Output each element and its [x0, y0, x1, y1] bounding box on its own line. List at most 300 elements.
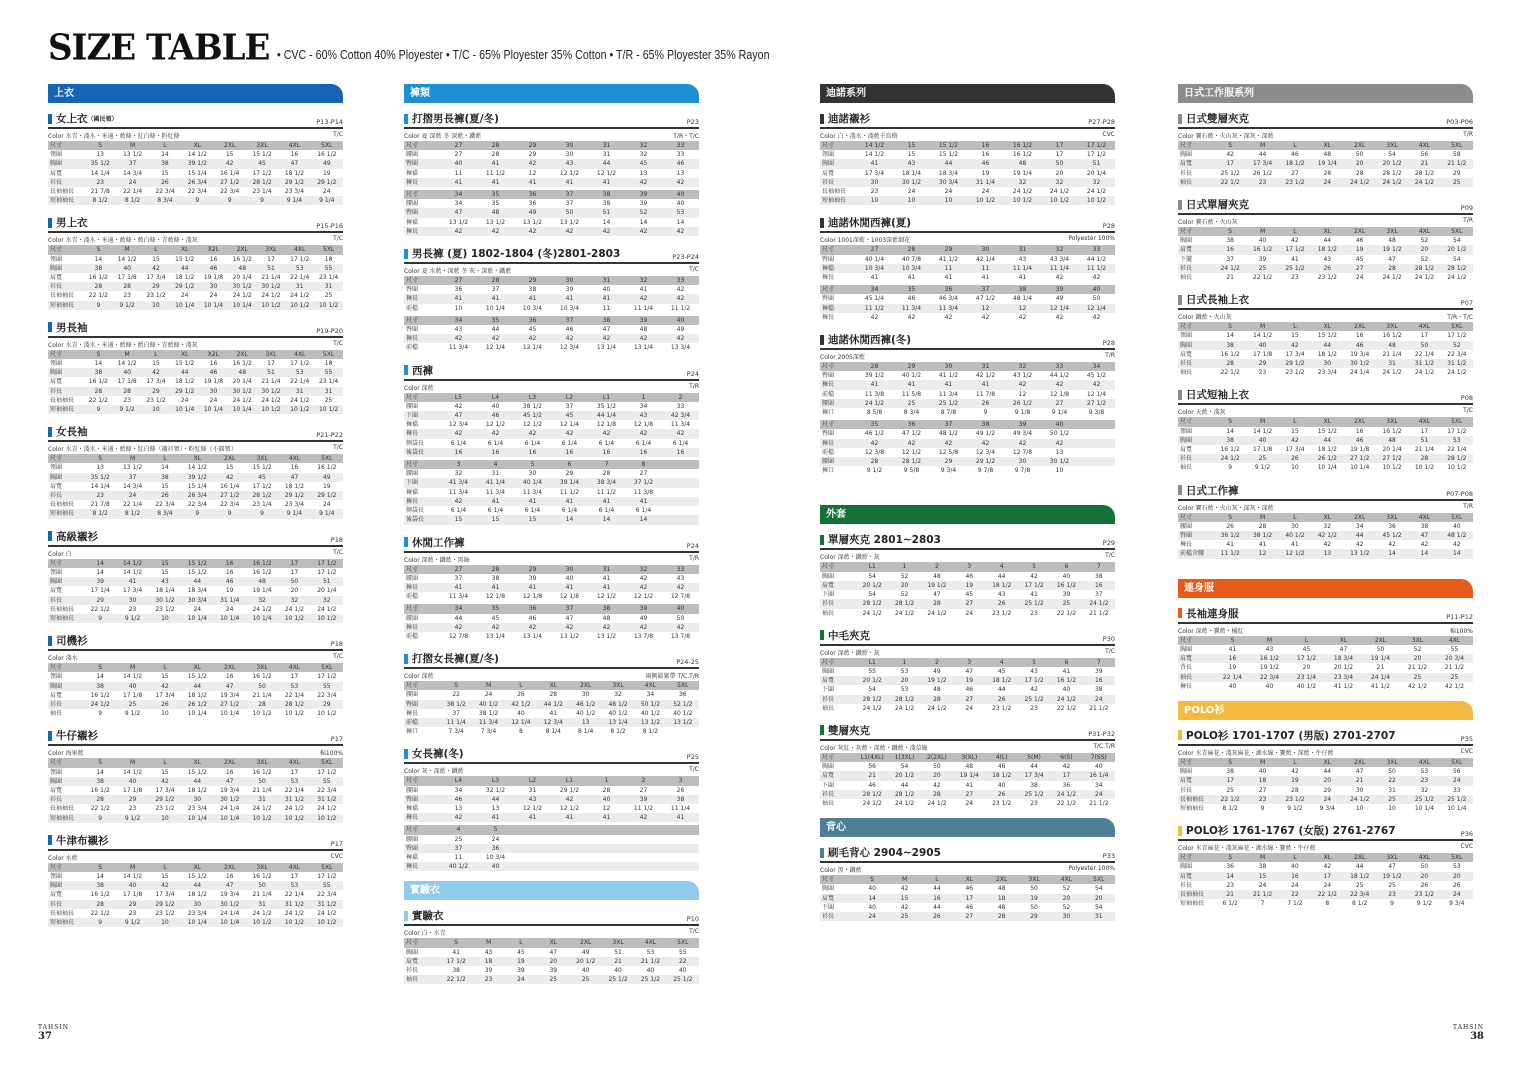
cell-value: 20 [888, 581, 920, 590]
cell-value: 47 [440, 411, 477, 420]
color-row [48, 851, 343, 863]
cell-value: 37 [491, 286, 500, 294]
cell-value: 4XL [1436, 636, 1473, 645]
cell-value: 34 [1355, 522, 1364, 530]
size-table [48, 350, 343, 414]
cell-value: 9 3/4 [1319, 804, 1335, 812]
cell-value: 24 [1441, 776, 1473, 785]
cell-value: 28 [549, 691, 558, 699]
measurement-row [1178, 463, 1473, 472]
cell-value: 21 1/2 [1089, 609, 1109, 617]
cell-value: 17 3/4 [1285, 350, 1305, 358]
cell-value: 41 [588, 294, 625, 303]
cell-value: 38 1/2 [440, 700, 472, 709]
cell-value: 42 [477, 227, 514, 236]
cell-value: 37 [454, 574, 463, 582]
cell-value: 23 [1291, 274, 1299, 282]
cell-value: 28 [1408, 454, 1440, 463]
section-title-text: 中毛夾克 [828, 629, 870, 642]
cell-value: 16 [214, 559, 246, 568]
cell-value: 25 1/2 [602, 975, 634, 984]
cell-value: 5(M) [1018, 753, 1050, 762]
cell-value: 16 1/2 [90, 891, 110, 899]
cell-value: 10 1/2 [1414, 464, 1435, 472]
measurement-row [820, 762, 1115, 771]
cell-value: 22 1/2 [90, 909, 110, 917]
cell-value: 25 [570, 975, 602, 984]
cell-value: 49 3/4 [1012, 430, 1033, 438]
cell-value: 27 [953, 695, 985, 704]
cell-value: 30 [181, 795, 213, 804]
measurement-row [820, 457, 1115, 466]
cell-value: 28 [1291, 786, 1299, 794]
cell-value: 27 [1344, 264, 1376, 273]
cell-value: 16 [225, 872, 234, 880]
cell-value: 38 [1214, 341, 1246, 350]
cell-value: 13 [639, 169, 648, 177]
size-section [404, 535, 699, 642]
cell-value: 30 [581, 691, 590, 699]
cell-value: 25 [454, 835, 463, 843]
measurement-row [48, 463, 343, 472]
section-title-text: 打摺女長褲(夏/冬) [412, 653, 499, 666]
size-section [820, 332, 1115, 475]
cell-value: 7 3/4 [448, 728, 464, 736]
cell-value: 52 [900, 591, 909, 599]
size-header-row [48, 350, 343, 359]
cell-value: 23 [128, 909, 137, 917]
section-title [404, 363, 433, 378]
row-label: 胸圍 [1178, 341, 1214, 350]
cell-value: 14 [625, 515, 662, 524]
cell-value: 39 [625, 190, 662, 199]
cell-value: 37 [551, 316, 588, 325]
cell-value: 10 1/4 [246, 614, 278, 623]
cell-value: 25 [893, 399, 930, 408]
cell-value: 11 1/2 [670, 304, 691, 312]
cell-value: 10 [856, 196, 893, 205]
cell-value: 12 1/8 [522, 593, 543, 601]
cell-value: 19 [953, 581, 985, 590]
page-reference: P19-P20 [316, 326, 343, 335]
cell-value: 41 [514, 497, 551, 506]
cell-value: 55 [314, 368, 343, 377]
cell-value: 11 1/4 [670, 804, 691, 812]
measurement-row [820, 676, 1115, 685]
measurement-row [48, 672, 343, 681]
cell-value: 54 [868, 686, 876, 694]
cell-value: 30 [930, 362, 967, 371]
cell-value: 2XL [1344, 141, 1376, 150]
cell-value: 19 3/4 [1350, 350, 1370, 358]
size-table [404, 276, 699, 313]
cell-value: 42 3/4 [662, 411, 699, 420]
cell-value: 18 1/2 [187, 891, 207, 899]
cell-value: 10 1/4 [1447, 804, 1467, 812]
cell-value: 13 1/2 [1344, 549, 1376, 558]
cell-value: 26 [986, 790, 1018, 799]
cell-value: 23 [870, 188, 879, 196]
cell-value: 20 1/4 [317, 587, 337, 595]
cell-value: 42 [625, 227, 662, 236]
row-label: 尺寸 [404, 276, 440, 285]
cell-value: 45 1/2 [514, 411, 551, 420]
cell-value: 26 [149, 491, 181, 500]
color-options: Color 天藍・淺灰 [1178, 409, 1226, 417]
section-title [820, 723, 870, 738]
cell-value: 10 3/4 [893, 264, 930, 273]
cell-value: 14 1/4 [90, 169, 110, 177]
size-table [820, 562, 1115, 617]
size-header-row [1178, 141, 1473, 150]
cell-value: 36 [514, 604, 551, 613]
cell-value: 47 [549, 948, 558, 956]
cell-value: 35 [856, 420, 893, 429]
cell-value: 15 1/4 [187, 169, 207, 177]
row-label: 尺寸 [48, 141, 84, 150]
cell-value: 2XL [214, 454, 246, 463]
cell-value: 29 [514, 276, 551, 285]
cell-value: 10 [161, 710, 169, 718]
cell-value: 39 [549, 966, 558, 974]
cell-value: 48 [228, 264, 257, 273]
row-label: 褲襠 [406, 853, 419, 861]
cell-value: 20 [1441, 872, 1473, 881]
row-label: 長袖袖長 [50, 188, 75, 196]
cell-value: 25 [1441, 178, 1473, 187]
cell-value: 22 1/2 [88, 292, 108, 300]
cell-value: 25 1/2 [1441, 795, 1473, 804]
cell-value: 29 1/2 [170, 387, 199, 396]
cell-value: 25 [1246, 264, 1278, 273]
cell-value: 28 [113, 282, 142, 291]
row-label: 短袖袖長 [48, 405, 84, 414]
cell-value: 3XL [246, 141, 278, 150]
cell-value: XL [1325, 636, 1362, 645]
cell-value: 13 1/2 [122, 151, 143, 159]
measurement-row [404, 574, 699, 583]
cell-value: 14 1/2 [122, 872, 143, 880]
cell-value: 16 [1279, 872, 1311, 881]
cell-value: 37 [930, 420, 967, 429]
cell-value: 49 [581, 948, 590, 956]
cell-value: 31 [246, 900, 278, 909]
cell-value [625, 825, 662, 834]
size-table [48, 663, 343, 718]
cell-value: 44 [181, 777, 213, 786]
cell-value: 21 1/2 [1246, 890, 1278, 899]
cell-value: 44 1/2 [1086, 255, 1107, 263]
cell-value: 17 1/2 [252, 482, 272, 490]
section-title [48, 633, 88, 648]
cell-value: 14 [1376, 549, 1408, 558]
measurement-row [820, 466, 1115, 475]
cell-value: 36 1/2 [1214, 531, 1246, 540]
cell-value: 42 [1291, 237, 1299, 245]
measurement-row [404, 448, 699, 457]
cell-value: 22 1/2 [1056, 704, 1077, 712]
cell-value: 3XL [1376, 322, 1408, 331]
cell-value: 16 1/2 [1220, 446, 1240, 454]
cell-value: 6 1/2 [1222, 900, 1238, 908]
cell-value [662, 862, 699, 871]
cell-value: 42 1/2 [1407, 682, 1428, 690]
measurement-row [820, 150, 1115, 159]
cell-value: 15 [161, 482, 169, 490]
cell-value: 9 1/2 [866, 467, 883, 475]
row-label: 前檔 [406, 593, 419, 601]
cell-value: 56 [1452, 768, 1461, 776]
measurement-row [404, 411, 699, 420]
cell-value: 17 1/2 [290, 360, 310, 368]
cell-value: 42 [1078, 380, 1115, 389]
cell-value: 42 [149, 682, 181, 691]
cell-value: 9 [1260, 804, 1265, 812]
row-label: 胸圍 [822, 667, 835, 675]
row-label: 肩寬 [1180, 446, 1193, 454]
cell-value: 24 1/2 [1012, 188, 1033, 196]
row-label: 衫長 [820, 695, 856, 704]
cell-value: 14 1/2 [856, 141, 893, 150]
cell-value: 12 [528, 169, 537, 177]
cell-value: 42 [477, 429, 514, 438]
cell-value: X2L [199, 350, 228, 359]
cell-value: 42 [149, 777, 181, 786]
section-title-text: 男長袖 [56, 321, 88, 334]
measurement-row [820, 799, 1115, 808]
cell-value: 12 1/4 [1041, 304, 1078, 313]
cell-value: 39 1/2 [864, 372, 885, 380]
cell-value: 17 [267, 360, 275, 368]
cell-value: 12 [602, 804, 611, 812]
cell-value: 40 [440, 159, 477, 168]
cell-value: 27 [454, 151, 463, 159]
cell-value: M [1246, 417, 1278, 426]
cell-value: 10 1/2 [1382, 464, 1402, 472]
fabric-type: T/R [1463, 217, 1473, 225]
cell-value: 38 [588, 190, 625, 199]
cell-value: 47 [1388, 863, 1396, 871]
cell-value: S [1214, 322, 1246, 331]
cell-value: 3 [953, 562, 985, 571]
cell-value: 31 [285, 387, 314, 396]
cell-value: 10 1/2 [284, 710, 305, 718]
cell-value: 12 7/8 [670, 593, 691, 601]
cell-value: 37 [565, 200, 574, 208]
cell-value: 24 [484, 691, 493, 699]
cell-value: 29 1/2 [278, 491, 310, 500]
cell-value: 15 [161, 768, 169, 776]
cell-value: 9 3/4 [1449, 900, 1465, 908]
row-label: 領圍 [50, 255, 63, 263]
row-label: 袖長 [1180, 464, 1193, 472]
fabric-type: T/R [1105, 352, 1115, 360]
cell-value: L [149, 454, 181, 463]
measurement-row [1178, 654, 1473, 663]
cell-value: 20 [1050, 894, 1082, 903]
cell-value: 10 1/4 [181, 614, 213, 623]
cell-value: L4 [440, 776, 477, 785]
cell-value: 10 1/2 [317, 710, 337, 718]
cell-value: 2 [921, 562, 953, 571]
cell-value: 40 [678, 966, 687, 974]
cell-value: 5 [514, 460, 551, 469]
cell-value: 42 [551, 795, 588, 804]
color-options: Color 水青・淺水・米通・藍條・藍白條・青藍條・淺灰 [48, 237, 198, 245]
cell-value: 24 1/4 [220, 909, 240, 917]
cell-value: 4XL [278, 863, 310, 872]
cell-value: 42 [1004, 380, 1041, 389]
size-section [404, 746, 699, 871]
cell-value: 6 1/4 [635, 507, 652, 515]
cell-value: 45 [965, 591, 974, 599]
cell-value: 14 [1226, 332, 1234, 340]
color-row [48, 651, 343, 663]
cell-value: 15 [161, 872, 169, 880]
cell-value: 21 1/2 [634, 957, 666, 966]
measurement-row [404, 169, 699, 178]
cell-value: 50 [278, 577, 310, 586]
cell-value: 44 [900, 781, 909, 789]
cell-value: 21 [1408, 159, 1440, 168]
row-label: 前檔 [406, 632, 419, 640]
cell-value: 24 [944, 188, 953, 196]
cell-value [514, 825, 551, 834]
section-marker-icon [1178, 730, 1182, 740]
cell-value: 18 1/2 [986, 581, 1018, 590]
cell-value: 14 [96, 768, 104, 776]
size-header-row [820, 562, 1115, 571]
measurement-row [48, 187, 343, 196]
cell-value: 10 1/4 [170, 405, 199, 414]
cell-value: 22 1/4 [290, 378, 310, 386]
cell-value: 13 [96, 151, 104, 159]
section-title [48, 728, 98, 743]
cell-value: 49 [933, 667, 941, 675]
cell-value: 28 [921, 695, 953, 704]
cell-value: 48 [246, 577, 278, 586]
cell-value: 28 [856, 457, 893, 466]
cell-value: 41 [514, 178, 551, 187]
cell-value: 4XL [278, 758, 310, 767]
cell-value: 24 [180, 292, 189, 300]
size-table [1178, 636, 1473, 691]
cell-value: 32 [1323, 522, 1332, 530]
measurement-row [820, 704, 1115, 713]
cell-value: 38 [602, 200, 611, 208]
cell-value [551, 844, 588, 853]
cell-value: 30 1/2 [214, 900, 246, 909]
cell-value: 31 [246, 795, 278, 804]
cell-value: 9 1/2 [1416, 900, 1433, 908]
cell-value: 10 1/2 [314, 301, 343, 310]
cell-value: 42 [551, 227, 588, 236]
size-section [1178, 197, 1473, 282]
cell-value: 36 [454, 286, 463, 294]
cell-value: 17 [290, 568, 299, 576]
row-label: 腰圍 [406, 691, 419, 699]
cell-value: 28 [84, 282, 113, 291]
cell-value: M [1246, 322, 1278, 331]
cell-value [588, 825, 625, 834]
row-label: 袖長 [822, 609, 835, 617]
section-title-text: 雙層夾克 [828, 724, 870, 737]
cell-value: 9 1/4 [278, 509, 310, 518]
cell-value: 30 [1291, 522, 1299, 530]
cell-value: 22 1/2 [1056, 799, 1077, 807]
row-label: 腰圍 [406, 151, 419, 159]
cell-value: 9 [246, 509, 278, 518]
cell-value: 12 1/8 [485, 593, 506, 601]
section-title-text: 日式短袖上衣 [1186, 389, 1249, 402]
row-label: 前檔 [406, 304, 419, 312]
cell-value: 1 [625, 393, 662, 402]
cell-value: 2XL [1344, 758, 1376, 767]
measurement-row [404, 469, 699, 478]
cell-value: 23 1/2 [1279, 178, 1311, 187]
cell-value: 18 3/4 [187, 587, 207, 595]
cell-value: 16 [209, 255, 218, 263]
cell-value: 24 1/2 [894, 799, 915, 807]
cell-value: 49 [1055, 295, 1064, 303]
cell-value: 38 [149, 159, 181, 168]
section-title-text: 男長褲 (夏) 1802-1804 (冬)2801-2803 [412, 248, 621, 261]
cell-value: 16 [477, 448, 514, 457]
cell-value: 28 [1355, 169, 1364, 177]
row-label: 尺寸 [48, 559, 84, 568]
cell-value: 42 [588, 227, 625, 236]
cell-value: 23 [1246, 795, 1278, 804]
section-marker-icon [404, 365, 408, 375]
cell-value: 17 1/8 [122, 891, 143, 899]
measurement-row [1178, 804, 1473, 813]
cell-value: 43 [454, 326, 463, 334]
cell-value: 20 [537, 957, 569, 966]
cell-value: 50 1/2 [634, 700, 666, 709]
cell-value: 18 1/4 [901, 169, 922, 177]
cell-value: 9 [246, 196, 278, 205]
cell-value: L [1279, 227, 1311, 236]
cell-value: 14 3/4 [122, 482, 143, 490]
color-row [820, 550, 1115, 562]
cell-value: 4XL [1408, 853, 1440, 862]
cell-value: 27 [953, 599, 985, 608]
cell-value: 36 [893, 420, 930, 429]
cell-value: 24 1/2 [927, 799, 947, 807]
cell-value: 9 [84, 918, 116, 927]
cell-value: 15 [161, 568, 169, 576]
section-title [820, 215, 911, 230]
cell-value: 23 1/4 [318, 378, 339, 386]
size-header-row [48, 454, 343, 463]
cell-value: 13 1/2 [485, 218, 506, 226]
size-header-row [48, 663, 343, 672]
row-label: 肩寬 [50, 587, 63, 595]
cell-value: 14 1/2 [117, 360, 137, 368]
size-section [48, 424, 343, 518]
cell-value: 17 3/4 [146, 274, 166, 282]
cell-value: 46 3/4 [938, 295, 959, 303]
cell-value: 16 [514, 448, 551, 457]
cell-value: 9 1/4 [278, 196, 310, 205]
cell-value: 38 [1004, 285, 1041, 294]
cell-value: 44 [1311, 436, 1343, 445]
cell-value: 28 [84, 795, 116, 804]
measurement-row [820, 264, 1115, 273]
cell-value: 24 1/2 [232, 292, 252, 300]
cell-value: 3XL [1018, 875, 1050, 884]
cell-value: 48 1/2 [602, 700, 634, 709]
